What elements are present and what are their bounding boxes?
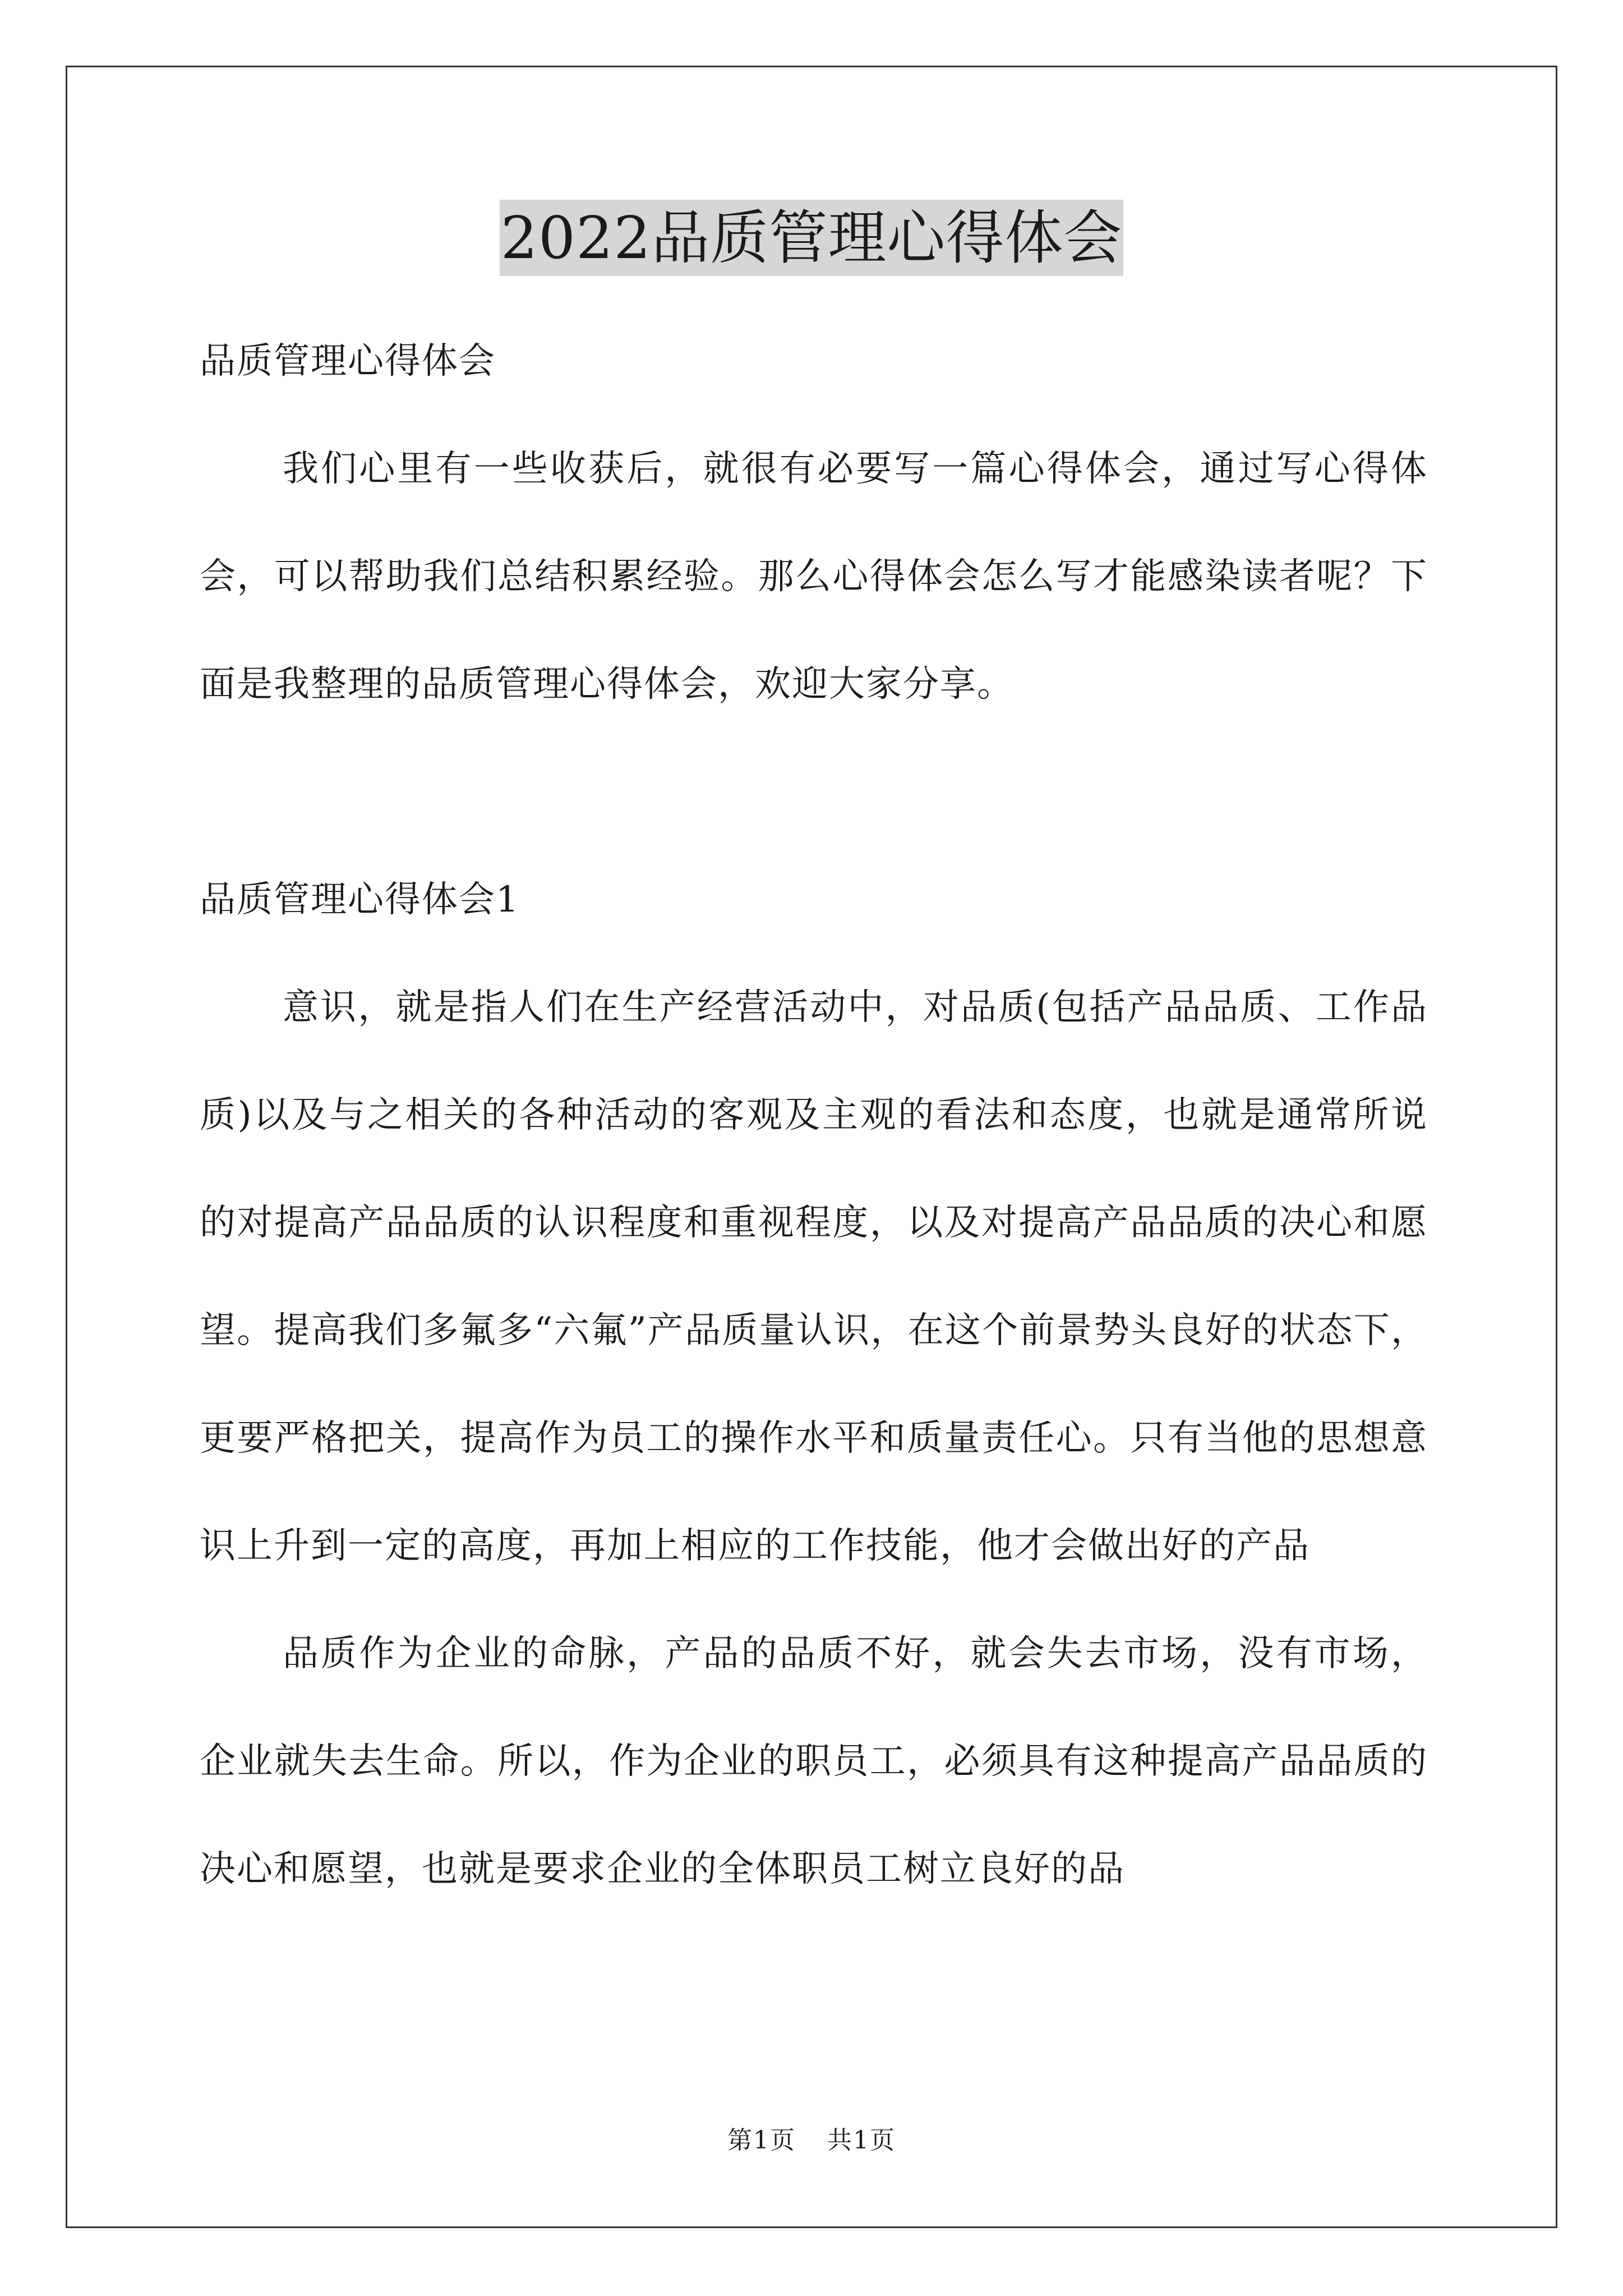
document-body — [200, 307, 1428, 1923]
paragraph-gap — [200, 738, 1428, 846]
body-paragraph: 品质作为企业的命脉，产品的品质不好，就会失去市场，没有市场，企业就失去生命。所以，作为企业的职员工，必须具有这种提高产品品质的决心和愿望，也就是要求企业的全体职员工树立良好的品 — [200, 1633, 1428, 1890]
title-container — [0, 200, 1623, 276]
body-paragraph: 意识，就是指人们在生产经营活动中，对品质(包括产品品质、工作品质)以及与之相关的各种活动的客观及主观的看法和态度，也就是通常所说的对提高产品品质的认识程度和重视程度，以及对提高产品品质的决心和愿望。提高我们多氟多“六氟”产品质量认识，在这个前景势头良好的状态下，更要严格把关，提高作为员工的操作水平和质量责任心。只有当他的思想意识上升到一定的高度，再加上相应的工作技能，他才会做出好的产品 — [200, 987, 1428, 1567]
page-footer — [0, 2124, 1623, 2157]
section-heading: 品质管理心得体会 — [200, 341, 496, 382]
document-title: 2022品质管理心得体会 — [500, 200, 1124, 276]
body-paragraph: 我们心里有一些收获后，就很有必要写一篇心得体会，通过写心得体会，可以帮助我们总结积累经验。那么心得体会怎么写才能感染读者呢？下面是我整理的品质管理心得体会，欢迎大家分享。 — [200, 448, 1428, 705]
section-heading: 品质管理心得体会1 — [200, 879, 520, 921]
page-total: 共1页 — [827, 2126, 896, 2155]
page-number: 第1页 — [727, 2126, 796, 2155]
